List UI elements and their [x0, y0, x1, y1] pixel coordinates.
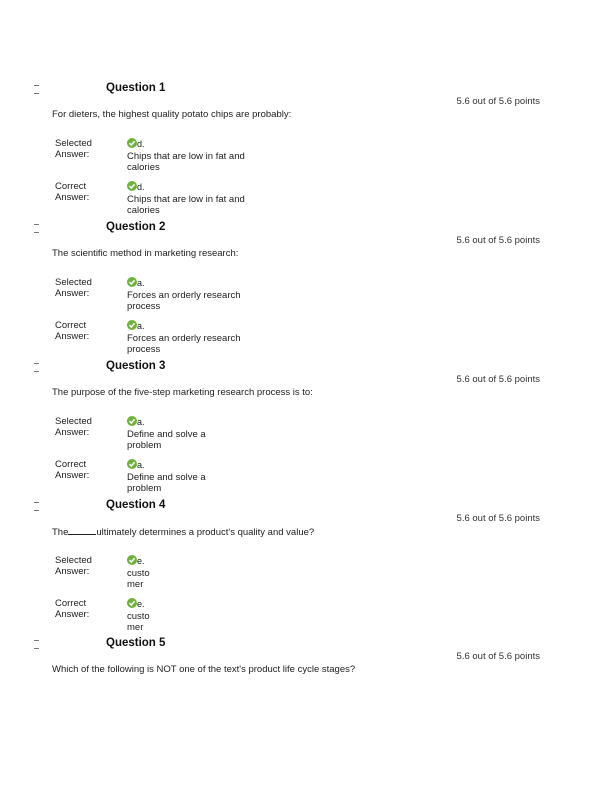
- question-points: 5.6 out of 5.6 points: [456, 651, 540, 662]
- correct-answer-value: a. Forces an orderly research process: [127, 321, 241, 355]
- correct-answer-value: d. Chips that are low in fat and calories: [127, 182, 245, 216]
- answer-letter: e.: [137, 599, 145, 609]
- answer-letter: a.: [137, 321, 145, 331]
- question-title: Question 1: [106, 82, 166, 94]
- selected-answer-value: a. Forces an orderly research process: [127, 278, 241, 312]
- question-points: 5.6 out of 5.6 points: [456, 96, 540, 107]
- question-points: 5.6 out of 5.6 points: [456, 235, 540, 246]
- check-circle-icon: [127, 459, 137, 469]
- question-text: The ultimately determines a product's quality and value?: [52, 527, 315, 538]
- drag-handle-icon[interactable]: [34, 85, 39, 94]
- selected-answer-label: Selected Answer:: [55, 416, 92, 438]
- answer-letter: a.: [137, 460, 145, 470]
- question-title: Question 3: [106, 360, 166, 372]
- selected-answer-label: Selected Answer:: [55, 277, 92, 299]
- correct-answer-label: Correct Answer:: [55, 320, 90, 342]
- question-points: 5.6 out of 5.6 points: [456, 374, 540, 385]
- answer-letter: a.: [137, 417, 145, 427]
- selected-answer-label: Selected Answer:: [55, 138, 92, 160]
- drag-handle-icon[interactable]: [34, 502, 39, 511]
- correct-answer-label: Correct Answer:: [55, 598, 90, 620]
- answer-letter: e.: [137, 556, 145, 566]
- correct-answer-value: e. custo mer: [127, 599, 150, 633]
- drag-handle-icon[interactable]: [34, 224, 39, 233]
- answer-letter: d.: [137, 182, 145, 192]
- selected-answer-value: e. custo mer: [127, 556, 150, 590]
- question-text: For dieters, the highest quality potato chips are probably:: [52, 109, 292, 120]
- question-title: Question 4: [106, 499, 166, 511]
- answer-letter: a.: [137, 278, 145, 288]
- check-circle-icon: [127, 181, 137, 191]
- correct-answer-value: a. Define and solve a problem: [127, 460, 206, 494]
- question-title: Question 2: [106, 221, 166, 233]
- question-text: Which of the following is NOT one of the text's product life cycle stages?: [52, 664, 356, 675]
- drag-handle-icon[interactable]: [34, 640, 39, 649]
- selected-answer-value: a. Define and solve a problem: [127, 417, 206, 451]
- correct-answer-label: Correct Answer:: [55, 181, 90, 203]
- check-circle-icon: [127, 138, 137, 148]
- check-circle-icon: [127, 277, 137, 287]
- question-text: The purpose of the five-step marketing research process is to:: [52, 387, 313, 398]
- answer-letter: d.: [137, 139, 145, 149]
- selected-answer-value: d. Chips that are low in fat and calories: [127, 139, 245, 173]
- correct-answer-label: Correct Answer:: [55, 459, 90, 481]
- question-points: 5.6 out of 5.6 points: [456, 513, 540, 524]
- selected-answer-label: Selected Answer:: [55, 555, 92, 577]
- check-circle-icon: [127, 416, 137, 426]
- question-text: The scientific method in marketing research:: [52, 248, 239, 259]
- check-circle-icon: [127, 320, 137, 330]
- fill-in-blank: [68, 526, 96, 535]
- check-circle-icon: [127, 555, 137, 565]
- question-title: Question 5: [106, 637, 166, 649]
- check-circle-icon: [127, 598, 137, 608]
- drag-handle-icon[interactable]: [34, 363, 39, 372]
